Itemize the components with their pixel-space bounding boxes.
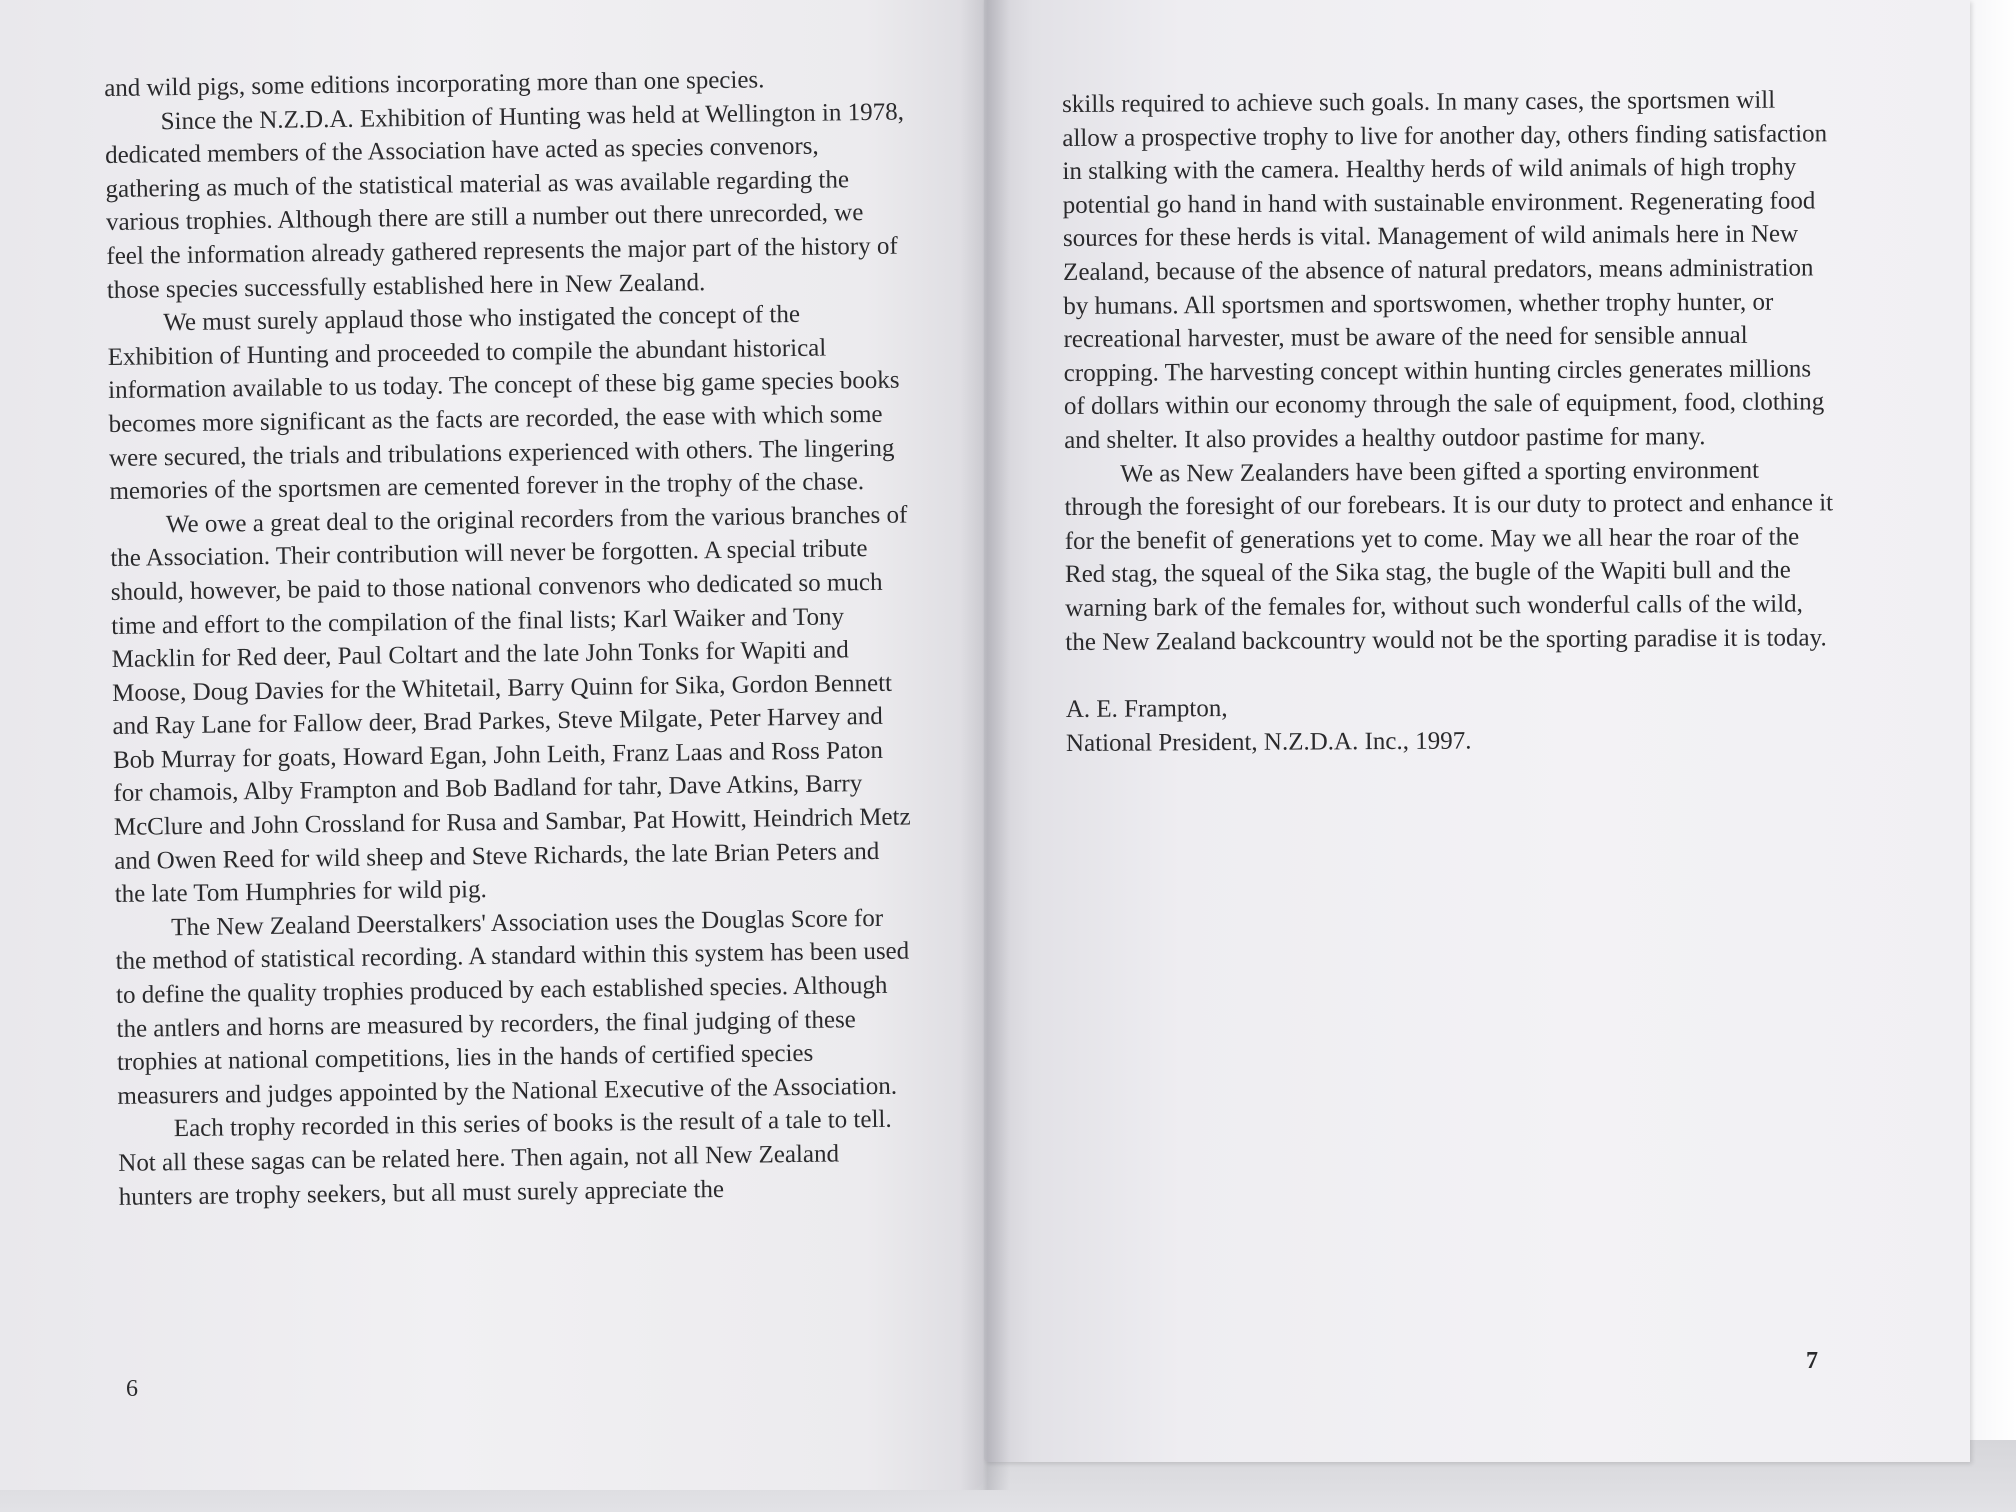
left-paragraph-3: We must surely applaud those who instigated the concept of the Exhibition of Hunting and proceeded to compile the abundant historical information available to us today. The concept of these big game species books becomes more significant as the facts are recorded, the ease with which some were secured, the trials and tribulations experienced with others. The lingering memories of the sportsmen are cemented forever in the trophy of the chase.	[107, 301, 900, 506]
right-paragraph-2: We as New Zealanders have been gifted a sporting environment through the foresight of our forebears. It is our duty to protect and enhance it for the benefit of generations yet to come. May we all hear the roar of the Red stag, the squeal of the Sika stag, the bugle of the Wapiti bull and the warning bark of the females for, without such wonderful calls of the wild, the New Zealand backcountry would not be the sporting paradise it is today.	[1064, 456, 1834, 656]
left-paragraph-5: The New Zealand Deerstalkers' Association uses the Douglas Score for the method of statistical recording. A standard within this system has been used to define the quality trophies produced by each established species. Although the antlers and horns are measured by recorders, the final judging of these trophies at national competitions, lies in the hands of certified species measurers and judges appointed by the National Executive of the Association.	[115, 904, 910, 1110]
left-paragraph-6: Each trophy recorded in this series of books is the result of a tale to tell. Not all these sagas can be related here. Then again, not all New Zealand hunters are trophy seekers, but all must surely appreciate the	[118, 1106, 892, 1211]
signature-title: National President, N.Z.D.A. Inc., 1997.	[1065, 727, 1472, 757]
right-paragraph-1: skills required to achieve such goals. In many cases, the sportsmen will allow a prospective trophy to live for another day, others finding satisfaction in stalking with the camera. Healthy herds of wild animals of high trophy potential go hand in hand with sustainable environment. Regenerating food sources for these herds is vital. Management of wild animals here in New Zealand, because of the absence of natural predators, means administration by humans. All sportsmen and sportswomen, whether trophy hunter, or recreational harvester, must be aware of the need for sensible annual cropping. The harvesting concept within hunting circles generates millions of dollars within our economy through the sale of equipment, food, clothing and shelter. It also provides a healthy outdoor pastime for many.	[1062, 86, 1828, 454]
left-paragraph-1: and wild pigs, some editions incorporating more than one species.	[104, 66, 765, 102]
right-page-number: 7	[1806, 1348, 1818, 1374]
left-page-text	[104, 62, 919, 1215]
left-paragraph-2: Since the N.Z.D.A. Exhibition of Hunting was held at Wellington in 1978, dedicated members of the Association have acted as species convenors, gathering as much of the statistical material as was available regarding the various trophies. Although there are still a number out there unrecorded, we feel the information already gathered represents the major part of the history of those species successfully established here in New Zealand.	[104, 98, 905, 304]
left-paragraph-4: We owe a great deal to the original recorders from the various branches of the Association. Their contribution will never be forgotten. A special tribute should, however, be paid to those national convenors who dedicated so much time and effort to the compilation of the final lists; Karl Waiker and Tony Macklin for Red deer, Paul Coltart and the late John Tonks for Wapiti and Moose, Doug Davies for the Whitetail, Barry Quinn for Sika, Gordon Bennett and Ray Lane for Fallow deer, Brad Parkes, Steve Milgate, Peter Harvey and Bob Murray for goats, Howard Egan, John Leith, Franz Laas and Ross Paton for chamois, Alby Frampton and Bob Badland for tahr, Dave Atkins, Barry McClure and John Crossland for Rusa and Sambar, Pat Howitt, Heindrich Metz and Owen Reed for wild sheep and Steve Richards, the late Brian Peters and the late Tom Humphries for wild pig.	[110, 501, 911, 909]
right-page-text	[1062, 83, 1836, 760]
left-page-number: 6	[126, 1376, 138, 1402]
book-gutter	[960, 0, 1010, 1490]
signature-name: A. E. Frampton,	[1065, 695, 1228, 724]
